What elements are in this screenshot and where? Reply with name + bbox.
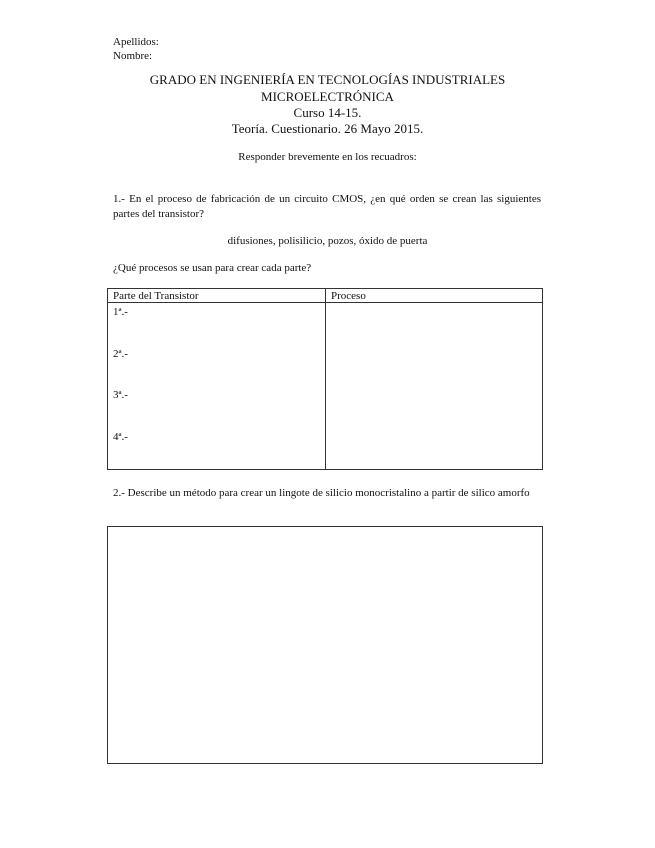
- table-header-process: Proceso: [331, 290, 366, 302]
- question-2-text: 2.- Describe un método para crear un lingote de silicio monocristalino a partir de silico amorfo: [113, 487, 530, 499]
- exam-label: Teoría. Cuestionario. 26 Mayo 2015.: [231, 121, 424, 136]
- question-1-subquestion: ¿Qué procesos se usan para crear cada parte?: [113, 262, 312, 274]
- answer-table: [107, 288, 543, 470]
- table-row-label: 1ª.-: [113, 306, 128, 318]
- question-1-parts: difusiones, polisilicio, pozos, óxido de puerta: [227, 235, 428, 247]
- question-1-text: 1.- En el proceso de fabricación de un circuito CMOS, ¿en qué orden se crean las siguientes partes del transistor?: [113, 193, 541, 220]
- degree-title: GRADO EN INGENIERÍA EN TECNOLOGÍAS INDUSTRIALES: [149, 72, 506, 87]
- table-row-label: 3ª.-: [113, 389, 128, 401]
- surname-label: Apellidos:: [113, 36, 159, 48]
- instructions: Responder brevemente en los recuadros:: [238, 151, 417, 163]
- table-header-part: Parte del Transistor: [113, 290, 199, 302]
- table-column-divider: [325, 289, 326, 469]
- question-2-answer-box[interactable]: [107, 526, 543, 764]
- name-label: Nombre:: [113, 50, 153, 62]
- table-row-label: 4ª.-: [113, 431, 128, 443]
- table-row-label: 2ª.-: [113, 348, 128, 360]
- subject-title: MICROELECTRÓNICA: [261, 89, 394, 104]
- course-label: Curso 14-15.: [293, 105, 362, 120]
